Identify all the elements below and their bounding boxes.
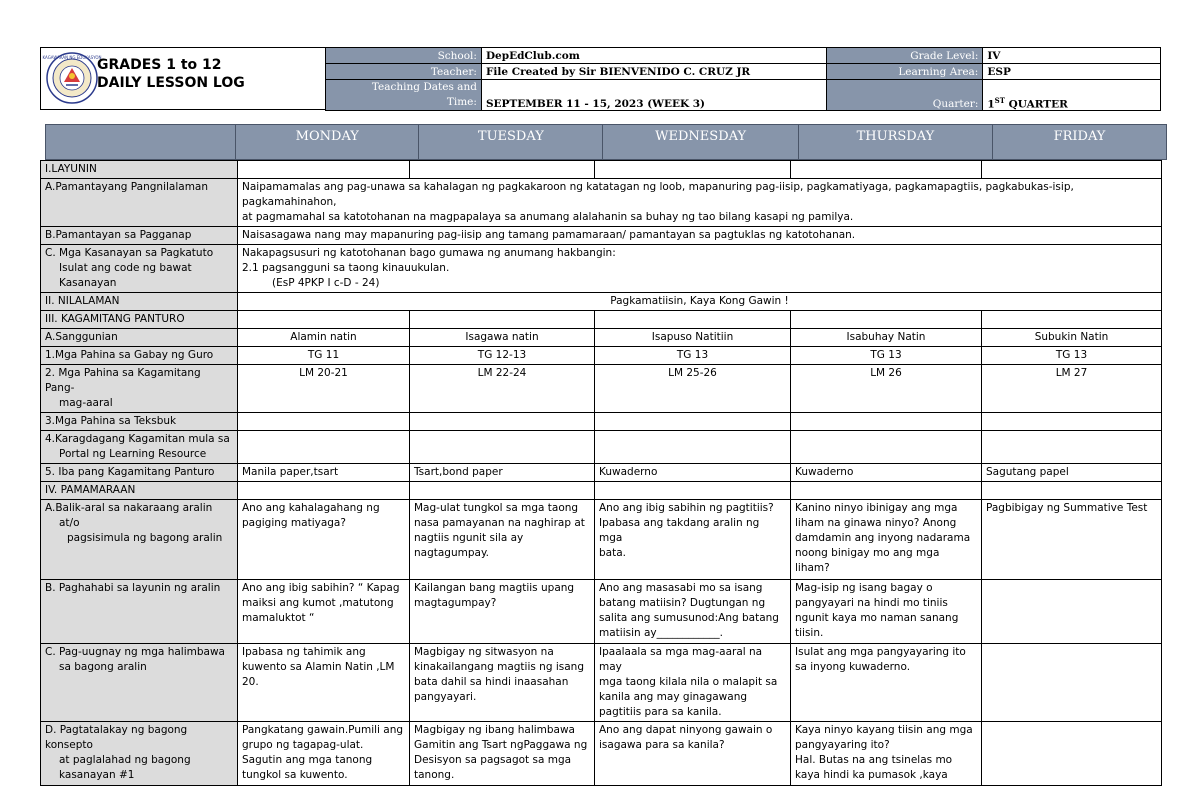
- table-row: [41, 500, 1162, 580]
- cell-line: Kanino ninyo ibinigay ang mga: [795, 502, 958, 514]
- pagtalakay-tuesday: [410, 722, 595, 786]
- quarter-superscript: ST: [994, 95, 1005, 105]
- paghahabi-thursday: [791, 580, 982, 644]
- day-header-monday: MONDAY: [236, 125, 419, 160]
- cell-line: Mag-isip ng isang bagay o: [795, 582, 933, 594]
- iba-thursday: Kuwaderno: [791, 464, 982, 482]
- kasanayan-text-1: Nakapagsusuri ng katotohanan bago gumawa ng anumang hakbangin:: [242, 247, 616, 259]
- iba-friday: Sagutang papel: [982, 464, 1162, 482]
- empty-cell: [595, 413, 791, 431]
- pagganap-text: Naisasagawa nang may mapanuring pag-iisip ang tamang pamamaraan/ pamantayan sa pagtuklas ng katotohanan.: [238, 227, 1162, 245]
- empty-cell: [410, 161, 595, 179]
- gabay-wednesday: TG 13: [595, 347, 791, 365]
- cell-line: Ipabasa ang takdang aralin ng mga: [599, 517, 760, 544]
- cell-line: nagtiis ngunit sila ay: [414, 532, 524, 544]
- gabay-friday: TG 13: [982, 347, 1162, 365]
- dates-label-2: Time:: [446, 96, 477, 108]
- cell-line: damdamin ang inyong nadarama: [795, 532, 971, 544]
- balik-label-2: at/o: [59, 517, 80, 529]
- lm-thursday: LM 26: [791, 365, 982, 413]
- empty-cell: [982, 161, 1162, 179]
- table-row: [41, 644, 1162, 722]
- dates-label: [326, 80, 482, 111]
- balik-label: [41, 500, 238, 580]
- cell-line: Gamitin ang Tsart ngPaggawa ng: [414, 739, 588, 751]
- kasanayan-code: (EsP 4PKP I c-D - 24): [272, 277, 380, 289]
- empty-cell: [410, 482, 595, 500]
- sanggunian-tuesday: Isagawa natin: [410, 329, 595, 347]
- day-header-friday: FRIDAY: [992, 125, 1166, 160]
- day-header-empty: [46, 125, 236, 160]
- cell-line: kanila ang may ginagawang: [599, 691, 748, 703]
- grade-label: Grade Level:: [827, 48, 983, 64]
- cell-line: Magbigay ng sitwasyon na: [414, 646, 554, 658]
- cell-line: bata.: [599, 547, 626, 559]
- table-row: [41, 227, 1162, 245]
- empty-cell: [595, 161, 791, 179]
- gabay-tuesday: TG 12-13: [410, 347, 595, 365]
- cell-line: Hal. Butas na ang tsinelas mo: [795, 754, 953, 766]
- table-row: [41, 161, 1162, 179]
- area-label: Learning Area:: [827, 64, 983, 80]
- pagtalakay-label: [41, 722, 238, 786]
- pagtalakay-label-1: D. Pagtatalakay ng bagong: [45, 724, 188, 736]
- school-value: DepEdClub.com: [481, 48, 826, 64]
- table-row: [41, 293, 1162, 311]
- lm-wednesday: LM 25-26: [595, 365, 791, 413]
- table-row: [41, 464, 1162, 482]
- cell-line: ngunit kaya mo naman sanang: [795, 612, 959, 624]
- paguugnay-label-2: sa bagong aralin: [59, 661, 147, 673]
- balik-friday: [982, 500, 1162, 580]
- section-nilalaman: II. NILALAMAN: [41, 293, 238, 311]
- header-block: [40, 47, 1161, 109]
- empty-cell: [982, 431, 1162, 464]
- cell-line: batang matiisin? Dugtungan ng: [599, 597, 766, 609]
- kasanayan-text-2: 2.1 pagsangguni sa taong kinauukulan.: [242, 262, 450, 274]
- paguugnay-thursday: [791, 644, 982, 722]
- cell-line: mamaluktot “: [242, 612, 315, 624]
- empty-cell: [238, 311, 410, 329]
- kasanayan-text: [238, 245, 1162, 293]
- balik-wednesday: [595, 500, 791, 580]
- empty-cell: [595, 311, 791, 329]
- header-info-table: [325, 47, 1161, 111]
- paghahabi-tuesday: [410, 580, 595, 644]
- cell-line: nagtagumpay.: [414, 547, 490, 559]
- cell-line: kaya hindi ka pumasok ,kaya: [795, 769, 948, 781]
- empty-cell: [982, 311, 1162, 329]
- cell-line: pagtitiis para sa kanila.: [599, 706, 722, 718]
- cell-line: Ipabasa ng tahimik ang: [242, 646, 366, 658]
- deped-seal-icon: [42, 52, 102, 104]
- empty-cell: [595, 482, 791, 500]
- paguugnay-wednesday: [595, 644, 791, 722]
- empty-cell: [410, 413, 595, 431]
- paguugnay-monday: [238, 644, 410, 722]
- teksbuk-label: 3.Mga Pahina sa Teksbuk: [41, 413, 238, 431]
- cell-line: salita ang sumusunod:Ang batang: [599, 612, 779, 624]
- lm-label-1: 2. Mga Pahina sa Kagamitang: [45, 367, 201, 379]
- cell-line: nasa pamayanan na naghirap at: [414, 517, 585, 529]
- karagdagan-label-1: 4.Karagdagang Kagamitan mula sa: [45, 433, 230, 445]
- table-row: [41, 431, 1162, 464]
- kasanayan-label: [41, 245, 238, 293]
- table-row: [41, 329, 1162, 347]
- empty-cell: [238, 431, 410, 464]
- empty-cell: [791, 482, 982, 500]
- paghahabi-wednesday: [595, 580, 791, 644]
- sanggunian-label: A.Sanggunian: [41, 329, 238, 347]
- pagtalakay-friday: [982, 722, 1162, 786]
- day-header-thursday: THURSDAY: [798, 125, 992, 160]
- pagtalakay-monday: [238, 722, 410, 786]
- pamantayang-label: A.Pamantayang Pangnilalaman: [41, 179, 238, 227]
- balik-label-1: A.Balik-aral sa nakaraang aralin: [45, 502, 213, 514]
- quarter-text: QUARTER: [1004, 98, 1068, 110]
- cell-line: Mag-ulat tungkol sa mga taong: [414, 502, 579, 514]
- teacher-label: Teacher:: [326, 64, 482, 80]
- paguugnay-label-1: C. Pag-uugnay ng mga halimbawa: [45, 646, 225, 658]
- cell-line: isagawa para sa kanila?: [599, 739, 725, 751]
- cell-line: liham?: [795, 562, 830, 574]
- karagdagan-label-2: Portal ng Learning Resource: [59, 448, 207, 460]
- pagganap-label: B.Pamantayan sa Pagganap: [41, 227, 238, 245]
- gabay-monday: TG 11: [238, 347, 410, 365]
- table-row: [41, 365, 1162, 413]
- kasanayan-label-1: C. Mga Kasanayan sa Pagkatuto: [45, 247, 214, 259]
- cell-line: Ano ang masasabi mo sa isang: [599, 582, 763, 594]
- cell-line: Ano ang ibig sabihin? “ Kapag: [242, 582, 400, 594]
- cell-line: pagiging matiyaga?: [242, 517, 346, 529]
- paghahabi-friday: [982, 580, 1162, 644]
- title-line-2: DAILY LESSON LOG: [97, 75, 245, 91]
- brand-box: [40, 47, 329, 110]
- pamantayang-text-1: Naipamamalas ang pag-unawa sa kahalagan ng pagkakaroon ng katatagan ng loob, mapanuring pag-iisip, pagkamatiyaga, pagkamapagtiis, pagkabukas-isip, pagkamahinahon,: [242, 181, 1074, 208]
- pamantayang-text: [238, 179, 1162, 227]
- pagtalakay-label-4: kasanayan #1: [59, 769, 135, 781]
- section-kagamitan: III. KAGAMITANG PANTURO: [41, 311, 238, 329]
- pagtalakay-label-2: konsepto: [45, 739, 93, 751]
- paguugnay-tuesday: [410, 644, 595, 722]
- cell-line: Ano ang ibig sabihin ng pagtitiis?: [599, 502, 774, 514]
- cell-line: noong binigay mo ang mga: [795, 547, 940, 559]
- cell-line: pangyayari na hindi mo tiniis: [795, 597, 948, 609]
- teacher-value: File Created by Sir BIENVENIDO C. CRUZ JR: [481, 64, 826, 80]
- empty-cell: [410, 311, 595, 329]
- cell-line: maiksi ang kumot ,matutong: [242, 597, 394, 609]
- section-layunin: I.LAYUNIN: [41, 161, 238, 179]
- cell-line: sa inyong kuwaderno.: [795, 661, 911, 673]
- cell-line: 20.: [242, 676, 259, 688]
- cell-line: tanong.: [414, 769, 455, 781]
- pagtalakay-thursday: [791, 722, 982, 786]
- day-header-tuesday: TUESDAY: [419, 125, 603, 160]
- cell-line: pangyayaring ito?: [795, 739, 890, 751]
- balik-monday: [238, 500, 410, 580]
- balik-label-3: pagsisimula ng bagong aralin: [67, 532, 223, 544]
- cell-line: mga taong kilala nila o malapit sa: [599, 676, 778, 688]
- cell-line: Pagbibigay ng Summative Test: [986, 502, 1148, 514]
- table-row: [41, 482, 1162, 500]
- pamantayang-text-2: at pagmamahal sa katotohanan na magpapalaya sa anumang alalahanin sa buhay ng tao bilang kasapi ng pamilya.: [242, 211, 854, 223]
- iba-tuesday: Tsart,bond paper: [410, 464, 595, 482]
- cell-line: bata dahil sa hindi inaasahan: [414, 676, 569, 688]
- quarter-value: [983, 80, 1161, 111]
- sanggunian-thursday: Isabuhay Natin: [791, 329, 982, 347]
- empty-cell: [238, 482, 410, 500]
- day-header-table: [45, 124, 1167, 160]
- gabay-label: 1.Mga Pahina sa Gabay ng Guro: [41, 347, 238, 365]
- paguugnay-label: [41, 644, 238, 722]
- empty-cell: [410, 431, 595, 464]
- lm-tuesday: LM 22-24: [410, 365, 595, 413]
- empty-cell: [595, 431, 791, 464]
- pagtalakay-wednesday: [595, 722, 791, 786]
- empty-cell: [238, 413, 410, 431]
- iba-label: 5. Iba pang Kagamitang Panturo: [41, 464, 238, 482]
- cell-line: Pangkatang gawain.Pumili ang: [242, 724, 404, 736]
- iba-monday: Manila paper,tsart: [238, 464, 410, 482]
- cell-line: grupo ng tagapag-ulat.: [242, 739, 364, 751]
- section-pamamaraan: IV. PAMAMARAAN: [41, 482, 238, 500]
- cell-line: kinakailangang magtiis ng isang: [414, 661, 584, 673]
- sanggunian-wednesday: Isapuso Natitiin: [595, 329, 791, 347]
- lesson-log-table: [40, 160, 1162, 786]
- empty-cell: [982, 413, 1162, 431]
- pagtalakay-label-3: at paglalahad ng bagong: [59, 754, 191, 766]
- balik-tuesday: [410, 500, 595, 580]
- kasanayan-label-3: Kasanayan: [59, 277, 117, 289]
- title-line-1: GRADES 1 to 12: [97, 57, 222, 73]
- cell-line: tiisin.: [795, 627, 824, 639]
- nilalaman-text: Pagkamatiisin, Kaya Kong Gawin !: [238, 293, 1162, 311]
- empty-cell: [982, 482, 1162, 500]
- cell-line: tungkol sa kuwento.: [242, 769, 348, 781]
- gabay-thursday: TG 13: [791, 347, 982, 365]
- school-label: School:: [326, 48, 482, 64]
- dates-value: SEPTEMBER 11 - 15, 2023 (WEEK 3): [481, 80, 826, 111]
- empty-cell: [791, 431, 982, 464]
- cell-line: Sagutin ang mga tanong: [242, 754, 373, 766]
- table-row: [41, 580, 1162, 644]
- balik-thursday: [791, 500, 982, 580]
- table-row: [41, 311, 1162, 329]
- table-row: [41, 347, 1162, 365]
- kasanayan-label-2: Isulat ang code ng bawat: [59, 262, 192, 274]
- cell-line: Kaya ninyo kayang tiisin ang mga: [795, 724, 973, 736]
- quarter-number: 1: [987, 98, 995, 110]
- table-row: [41, 413, 1162, 431]
- cell-line: Ano ang dapat ninyong gawain o: [599, 724, 773, 736]
- cell-line: Desisyon sa pagsagot sa mga: [414, 754, 572, 766]
- grade-value: IV: [983, 48, 1161, 64]
- table-row: [41, 179, 1162, 227]
- svg-text:KAGAWARAN NG EDUKASYON: KAGAWARAN NG EDUKASYON: [42, 55, 102, 60]
- table-row: [41, 722, 1162, 786]
- lm-label-2: Pang-: [45, 382, 75, 394]
- cell-line: matiisin ay____________.: [599, 627, 723, 639]
- empty-cell: [791, 413, 982, 431]
- cell-line: liham na ginawa ninyo? Anong: [795, 517, 957, 529]
- cell-line: Kailangan bang magtiis upang: [414, 582, 575, 594]
- paghahabi-monday: [238, 580, 410, 644]
- cell-line: magtagumpay?: [414, 597, 497, 609]
- paghahabi-label: B. Paghahabi sa layunin ng aralin: [41, 580, 238, 644]
- quarter-label: Quarter:: [827, 80, 983, 111]
- cell-line: kuwento sa Alamin Natin ,LM: [242, 661, 395, 673]
- empty-cell: [238, 161, 410, 179]
- karagdagan-label: [41, 431, 238, 464]
- cell-line: Ano ang kahalagahang ng: [242, 502, 380, 514]
- iba-wednesday: Kuwaderno: [595, 464, 791, 482]
- area-value: ESP: [983, 64, 1161, 80]
- empty-cell: [791, 311, 982, 329]
- lm-friday: LM 27: [982, 365, 1162, 413]
- cell-line: Magbigay ng ibang halimbawa: [414, 724, 575, 736]
- paguugnay-friday: [982, 644, 1162, 722]
- day-header-wednesday: WEDNESDAY: [603, 125, 798, 160]
- sanggunian-monday: Alamin natin: [238, 329, 410, 347]
- cell-line: Isulat ang mga pangyayaring ito: [795, 646, 966, 658]
- lm-label: [41, 365, 238, 413]
- dates-label-1: Teaching Dates and: [371, 81, 477, 93]
- cell-line: Ipaalaala sa mga mag-aaral na may: [599, 646, 763, 673]
- sanggunian-friday: Subukin Natin: [982, 329, 1162, 347]
- empty-cell: [791, 161, 982, 179]
- cell-line: pangyayari.: [414, 691, 477, 703]
- lm-label-3: mag-aaral: [59, 397, 113, 409]
- lm-monday: LM 20-21: [238, 365, 410, 413]
- table-row: [41, 245, 1162, 293]
